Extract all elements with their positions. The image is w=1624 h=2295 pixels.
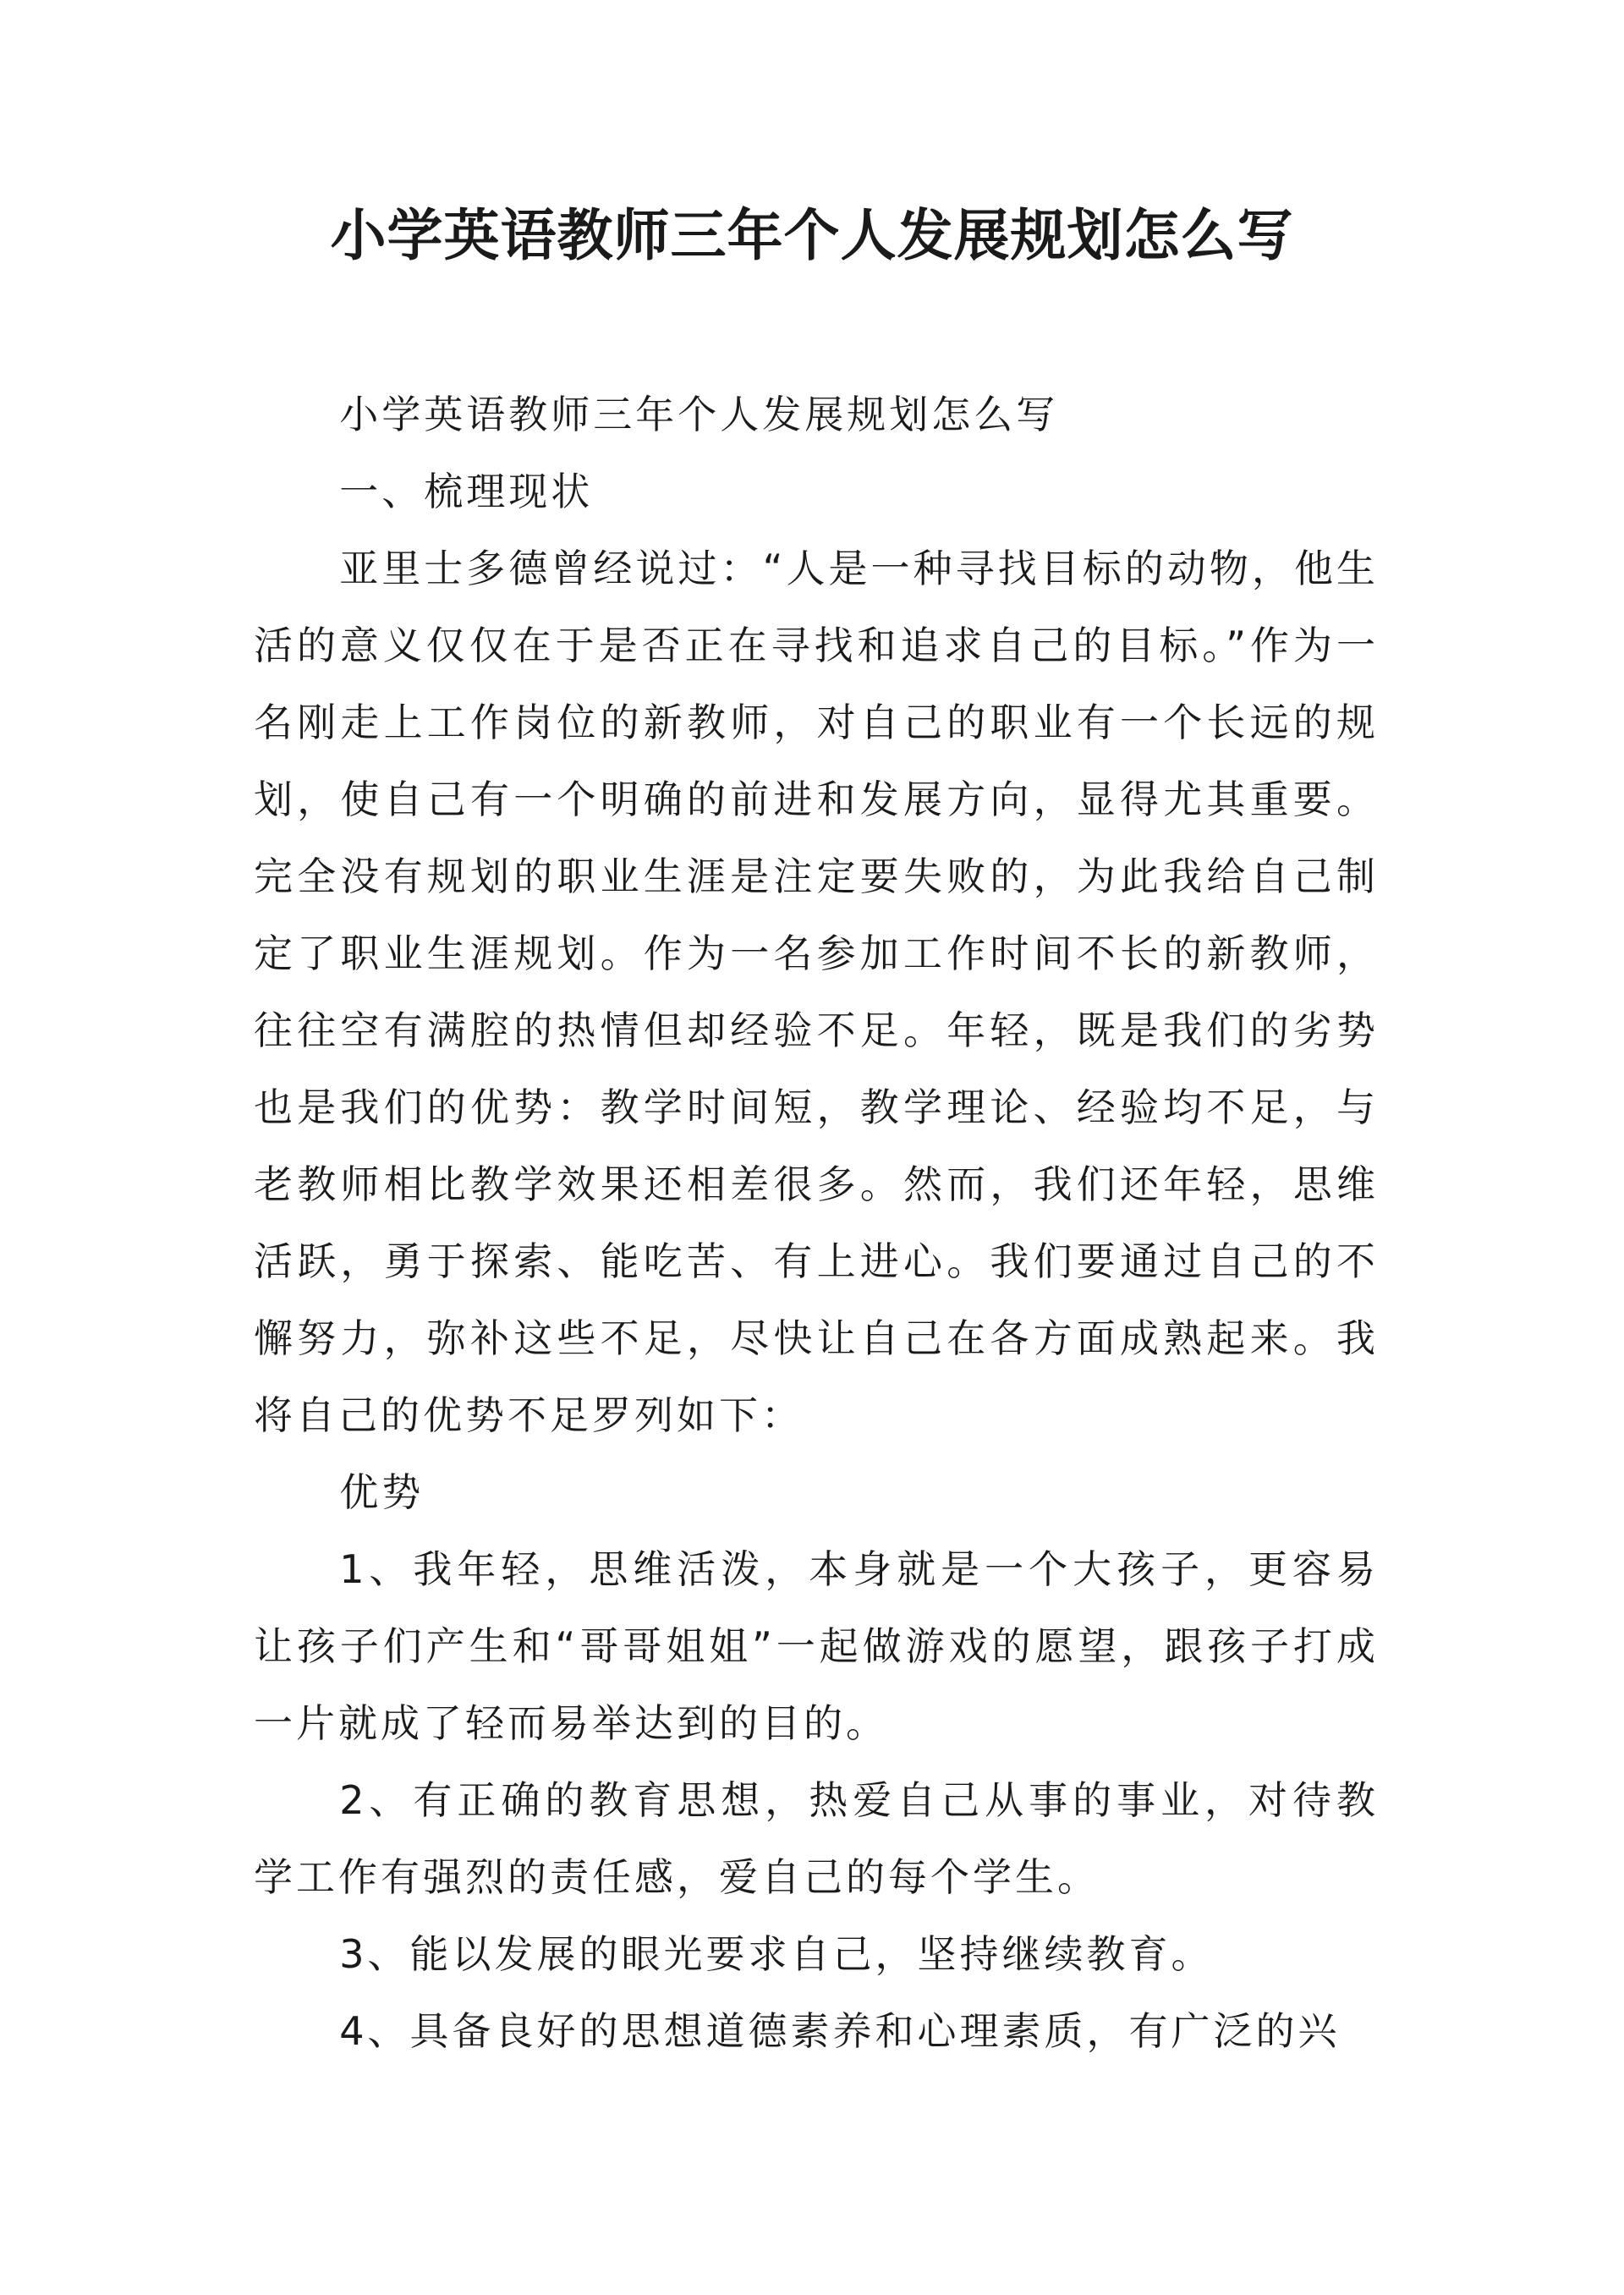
- paragraph-strength-2: 2、有正确的教育思想，热爱自己从事的事业，对待教学工作有强烈的责任感，爱自己的每个学生。: [254, 1777, 1379, 1900]
- paragraph-strength-1: 1、我年轻，思维活泼，本身就是一个大孩子，更容易让孩子们产生和“哥哥姐姐”一起做游戏的愿望，跟孩子打成一片就成了轻而易举达到的目的。: [254, 1546, 1379, 1746]
- document-title: 小学英语教师三年个人发展规划怎么写: [330, 202, 1294, 268]
- paragraph-strength-4: 4、具备良好的思想道德素养和心理素质，有广泛的兴: [339, 2008, 1341, 2054]
- paragraph-strengths-heading: 优势: [339, 1469, 425, 1515]
- document-body: [254, 376, 1379, 2070]
- paragraph-subtitle: 小学英语教师三年个人发展规划怎么写: [339, 392, 1059, 437]
- paragraph-section-heading: 一、梳理现状: [339, 469, 594, 514]
- paragraph-intro: 亚里士多德曾经说过：“人是一种寻找目标的动物，他生活的意义仅仅在于是否正在寻找和追求自己的目标。”作为一名刚走上工作岗位的新教师，对自己的职业有一个长远的规划，使自己有一个明确的前进和发展方向，显得尤其重要。完全没有规划的职业生涯是注定要失败的，为此我给自己制定了职业生涯规划。作为一名参加工作时间不长的新教师，往往空有满腔的热情但却经验不足。年轻，既是我们的劣势也是我们的优势：教学时间短，教学理论、经验均不足，与老教师相比教学效果还相差很多。然而，我们还年轻，思维活跃，勇于探索、能吃苦、有上进心。我们要通过自己的不懈努力，弥补这些不足，尽快让自己在各方面成熟起来。我将自己的优势不足罗列如下：: [254, 546, 1379, 1438]
- paragraph-strength-3: 3、能以发展的眼光要求自己，坚持继续教育。: [339, 1931, 1214, 1977]
